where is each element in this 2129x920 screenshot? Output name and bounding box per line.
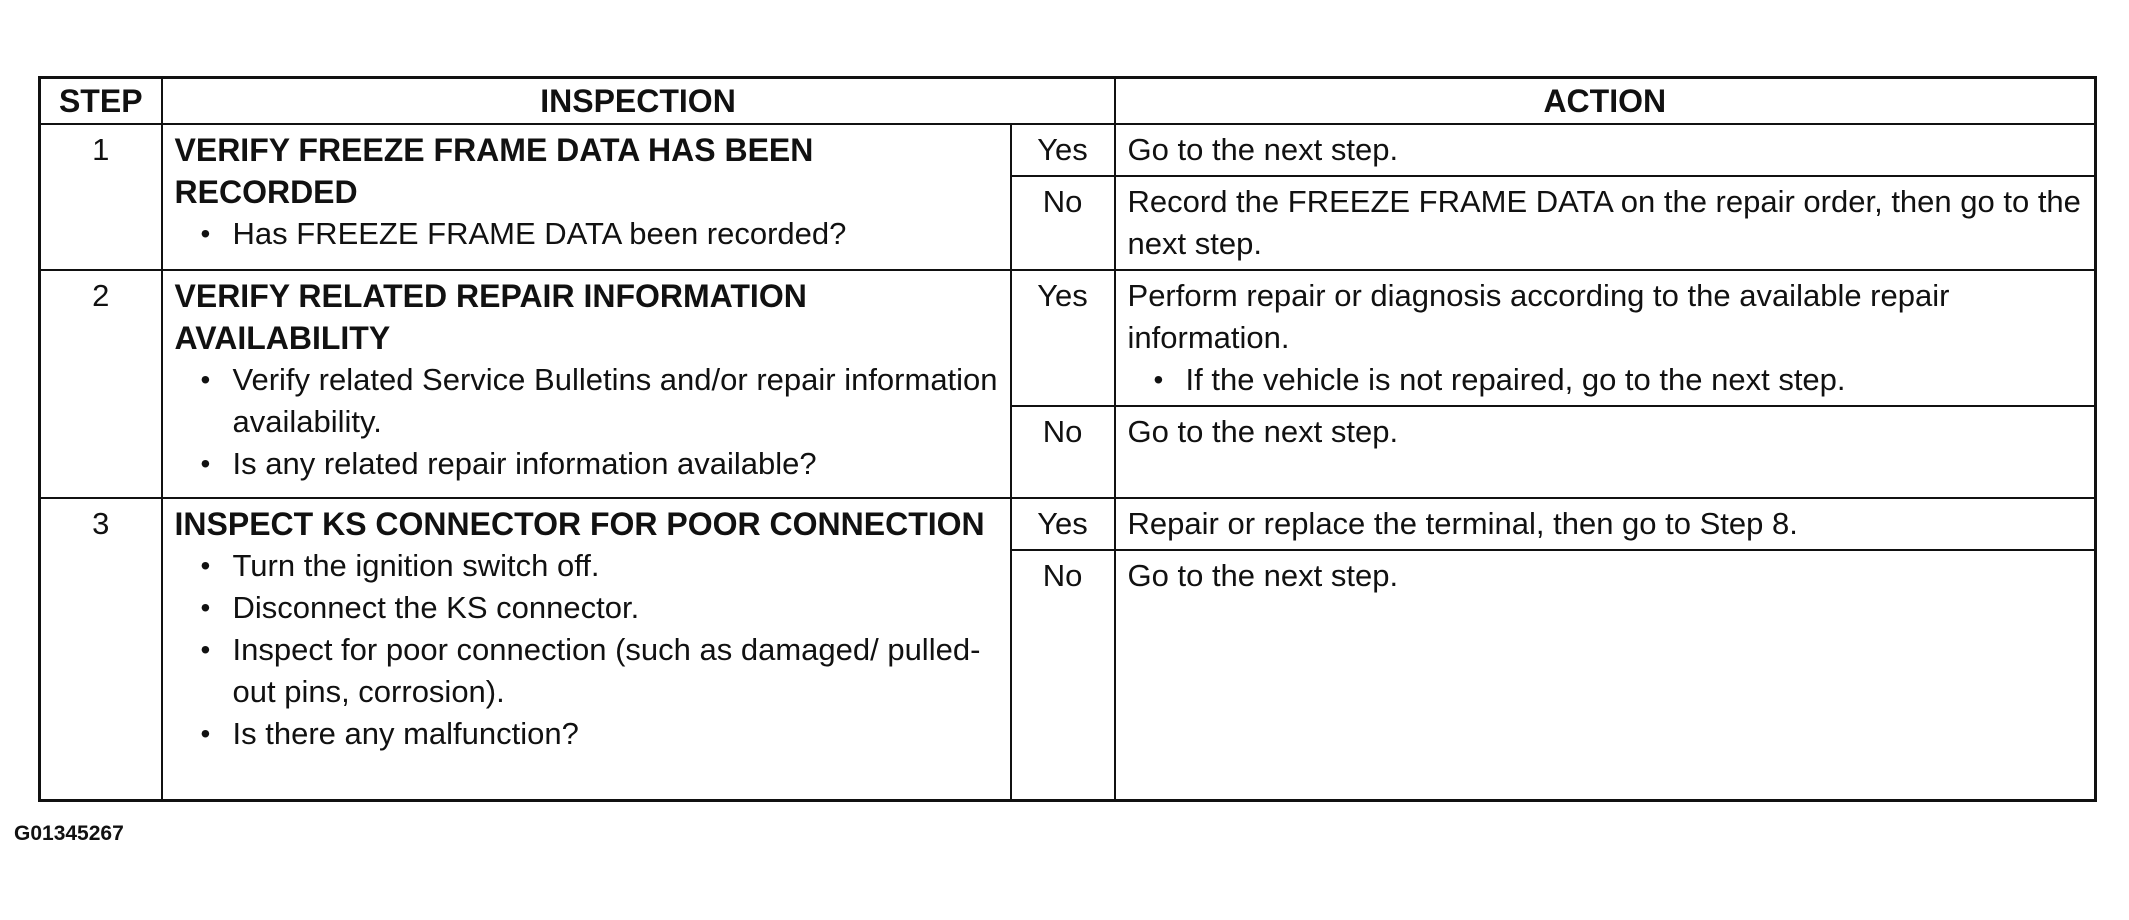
step-1-no-label: No xyxy=(1011,176,1115,270)
step-1-title: VERIFY FREEZE FRAME DATA HAS BEEN RECORDED xyxy=(174,132,814,210)
step-2-bullet-2: • Is any related repair information available? xyxy=(175,443,1002,485)
step-1-bullet-1: • Has FREEZE FRAME DATA been recorded? xyxy=(175,213,1002,255)
step-2-yes-cell xyxy=(1115,270,2096,406)
header-action: ACTION xyxy=(1115,78,2096,125)
step-3-title: INSPECT KS CONNECTOR FOR POOR CONNECTION xyxy=(174,506,985,542)
step-1-yes-row xyxy=(40,124,2096,176)
step-1-yes-action: Go to the next step. xyxy=(1115,124,2096,176)
header-inspection: INSPECTION xyxy=(162,78,1115,125)
step-2-bullet-1: • Verify related Service Bulletins and/or repair information availability. xyxy=(175,359,1002,443)
step-2-number: 2 xyxy=(40,270,162,498)
step-1-no-action: Record the FREEZE FRAME DATA on the repair order, then go to the next step. xyxy=(1115,176,2096,270)
step-3-bullet-4: • Is there any malfunction? xyxy=(175,713,1002,755)
step-1-checklist xyxy=(175,213,1002,255)
diagnostic-table xyxy=(38,76,2097,802)
step-2-yes-row xyxy=(40,270,2096,406)
step-3-no-action: Go to the next step. xyxy=(1115,550,2096,800)
header-step: STEP xyxy=(40,78,162,125)
step-3-yes-action: Repair or replace the terminal, then go to Step 8. xyxy=(1115,498,2096,550)
step-3-yes-row xyxy=(40,498,2096,550)
step-3-bullet-1: • Turn the ignition switch off. xyxy=(175,545,1002,587)
step-2-inspection xyxy=(162,270,1011,498)
step-1-number: 1 xyxy=(40,124,162,270)
figure-code: G01345267 xyxy=(14,822,124,845)
step-3-bullet-2: • Disconnect the KS connector. xyxy=(175,587,1002,629)
step-3-no-label: No xyxy=(1011,550,1115,800)
step-2-checklist xyxy=(175,359,1002,485)
header-row xyxy=(40,78,2096,125)
step-2-yes-bullets xyxy=(1128,359,2087,401)
step-2-yes-label: Yes xyxy=(1011,270,1115,406)
step-2-no-label: No xyxy=(1011,406,1115,498)
step-3-inspection xyxy=(162,498,1011,800)
step-3-yes-label: Yes xyxy=(1011,498,1115,550)
step-1-inspection xyxy=(162,124,1011,270)
step-2-title: VERIFY RELATED REPAIR INFORMATION AVAILABILITY xyxy=(174,278,807,356)
step-3-bullet-3: • Inspect for poor connection (such as damaged/ pulled-out pins, corrosion). xyxy=(175,629,1002,713)
step-3-number: 3 xyxy=(40,498,162,800)
step-3-checklist xyxy=(175,545,1002,755)
step-2-yes-bullet-1: • If the vehicle is not repaired, go to the next step. xyxy=(1128,359,2087,401)
step-2-yes-action: Perform repair or diagnosis according to the available repair information. xyxy=(1127,278,1950,355)
step-1-yes-label: Yes xyxy=(1011,124,1115,176)
step-2-no-action: Go to the next step. xyxy=(1115,406,2096,498)
